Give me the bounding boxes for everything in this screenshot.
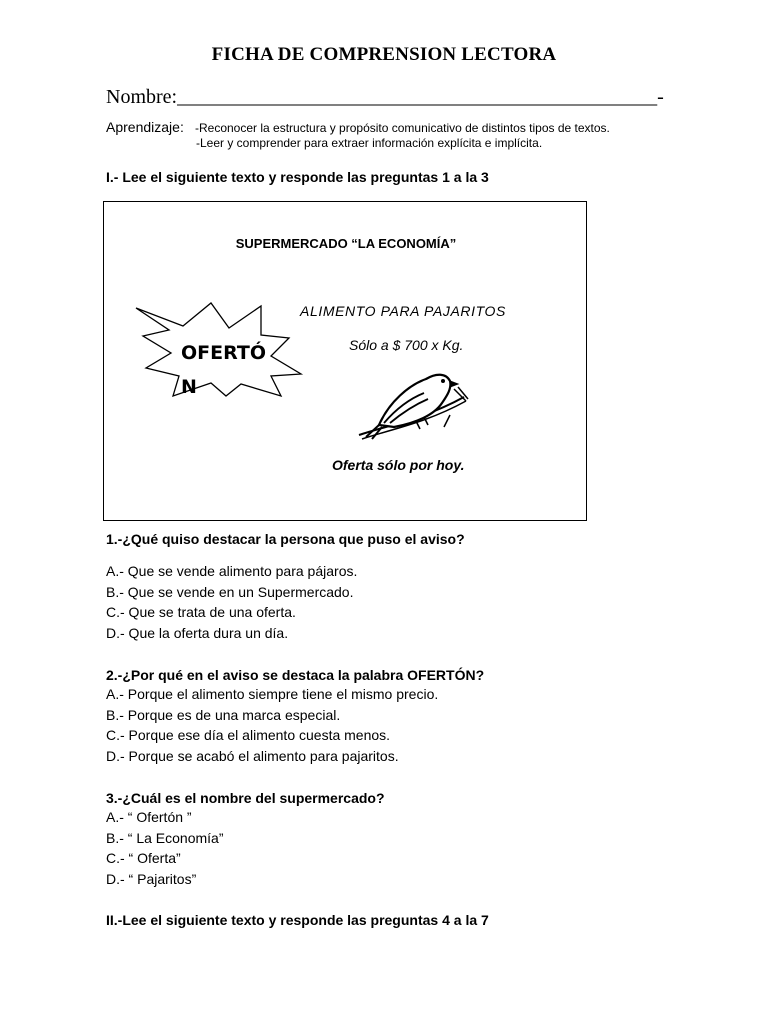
option-d: D.- “ Pajaritos” [106,870,197,887]
burst-label-line-1: OFERTÓ [181,342,266,364]
option-d: D.- Que la oferta dura un día. [106,624,289,641]
learning-line-1: -Reconocer la estructura y propósito comunicativo de distintos tipos de textos. [195,121,610,135]
option-b: B.- Que se vende en un Supermercado. [106,583,354,600]
question-text: 1.-¿Qué quiso destacar la persona que puso el aviso? [106,531,465,547]
section-2-heading: II.-Lee el siguiente texto y responde las preguntas 4 a la 7 [106,912,489,928]
option-c: C.- “ Oferta” [106,850,181,866]
page-title: FICHA DE COMPRENSION LECTORA [211,44,557,65]
question-2 [106,667,484,766]
ad-title: SUPERMERCADO “LA ECONOMÍA” [235,236,457,251]
learning-lines [195,121,695,151]
option-c: C.- Que se trata de una oferta. [106,604,296,620]
advertisement-box [103,201,587,521]
question-3 [106,790,385,889]
learning-line-2: -Leer y comprender para extraer información explícita e implícita. [196,136,543,150]
option-a: A.- “ Ofertón ” [106,809,192,825]
option-d: D.- Porque se acabó el alimento para pajaritos. [106,747,399,764]
burst-label-line-2: N [181,376,197,398]
option-c: C.- Porque ese día el alimento cuesta menos. [106,727,391,743]
bird-icon [354,367,474,442]
question-text: 3.-¿Cuál es el nombre del supermercado? [106,790,385,806]
option-a: A.- Porque el alimento siempre tiene el mismo precio. [106,686,439,702]
question-text: 2.-¿Por qué en el aviso se destaca la palabra OFERTÓN? [106,667,485,683]
ad-product: ALIMENTO PARA PAJARITOS [300,303,506,319]
ad-footer: Oferta sólo por hoy. [332,457,465,473]
option-b: B.- “ La Economía” [106,829,224,846]
option-a: A.- Que se vende alimento para pájaros. [106,563,358,579]
name-field-line: Nombre:________________________________________________- [106,86,664,108]
question-1 [106,531,465,643]
section-1-heading: I.- Lee el siguiente texto y responde las preguntas 1 a la 3 [106,169,489,185]
learning-label: Aprendizaje: [106,119,184,135]
learning-objectives [106,119,610,150]
ad-price: Sólo a $ 700 x Kg. [349,337,464,353]
option-b: B.- Porque es de una marca especial. [106,706,341,723]
